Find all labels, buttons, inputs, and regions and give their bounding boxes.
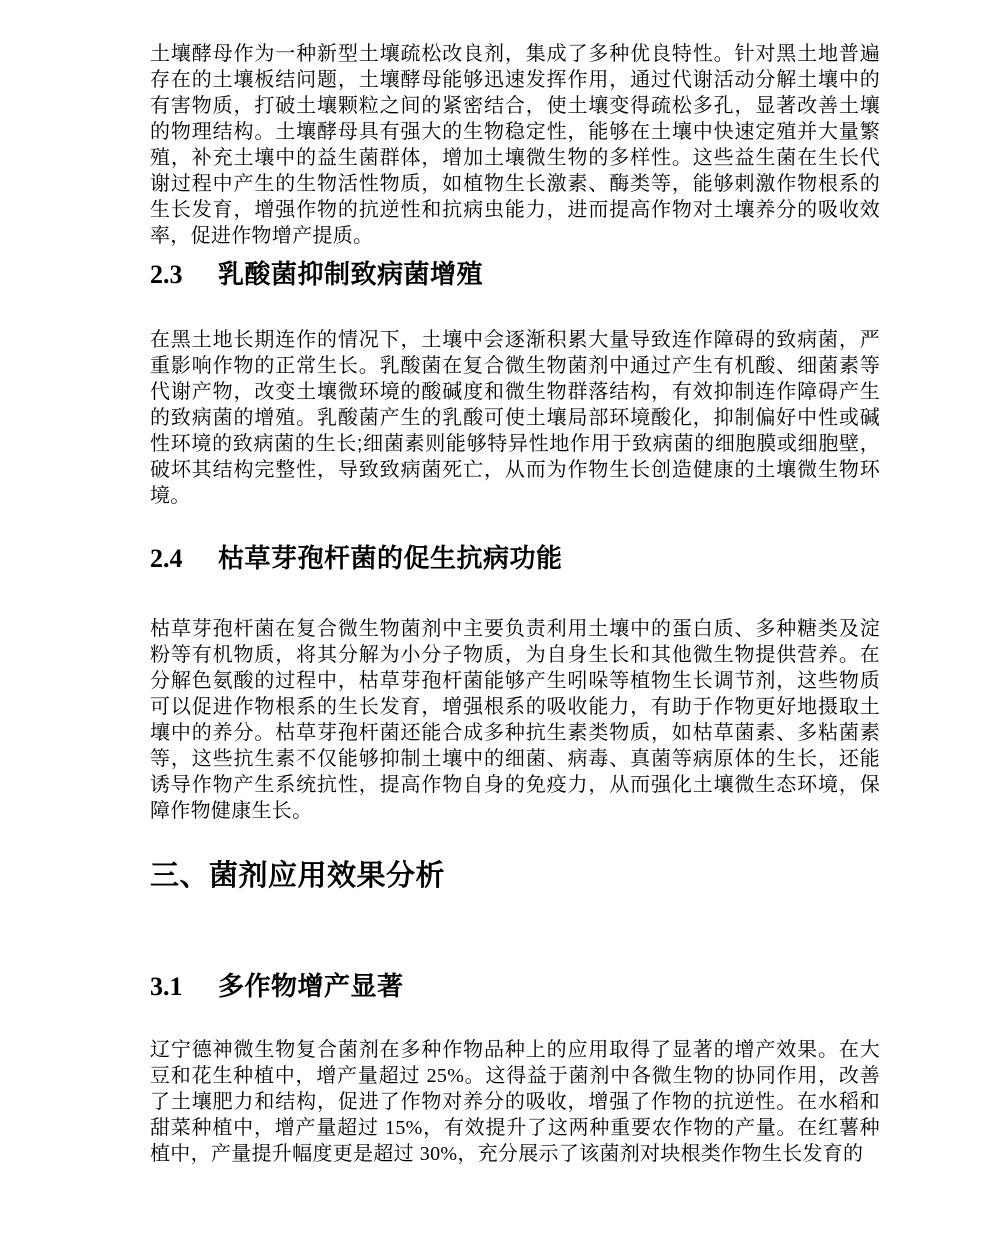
inline-percentage-value: 25% bbox=[426, 1065, 465, 1087]
chapter-3-heading: 三、菌剂应用效果分析 bbox=[150, 860, 446, 892]
section-3-1-heading bbox=[150, 969, 880, 1004]
section-2-3-heading bbox=[150, 257, 880, 292]
section-3-1-title: 多作物增产显著 bbox=[218, 971, 404, 1001]
section-2-4-number: 2.4 bbox=[150, 544, 183, 573]
paragraph-text-segment: ，充分展示了该菌剂对块根类作物生长发育的 bbox=[457, 1143, 864, 1165]
section-2-4-heading bbox=[150, 541, 880, 576]
section-2-4-paragraph: 枯草芽孢杆菌在复合微生物菌剂中主要负责利用土壤中的蛋白质、多种糖类及淀粉等有机物质，将其分解为小分子物质，为自身生长和其他微生物提供营养。在分解色氨酸的过程中，枯草芽孢杆菌能够产生吲哚等植物生长调节剂，这些物质可以促进作物根系的生长发育，增强根系的吸收能力，有助于作物更好地摄取土壤中的养分。枯草芽孢杆菌还能合成多种抗生素类物质，如枯草菌素、多粘菌素等，这些抗生素不仅能够抑制土壤中的细菌、病毒、真菌等病原体的生长，还能诱导作物产生系统抗性，提高作物自身的免疫力，从而强化土壤微生态环境，保障作物健康生长。 bbox=[150, 618, 880, 822]
inline-percentage-value: 30% bbox=[419, 1143, 458, 1165]
section-2-3-title: 乳酸菌抑制致病菌增殖 bbox=[218, 259, 484, 289]
section-2-3-paragraph: 在黑土地长期连作的情况下，土壤中会逐渐积累大量导致连作障碍的致病菌，严重影响作物的正常生长。乳酸菌在复合微生物菌剂中通过产生有机酸、细菌素等代谢产物，改变土壤微环境的酸碱度和微生物群落结构，有效抑制连作障碍产生的致病菌的增殖。乳酸菌产生的乳酸可使土壤局部环境酸化，抑制偏好中性或碱性环境的致病菌的生长;细菌素则能够特异性地作用于致病菌的细胞膜或细胞壁，破坏其结构完整性，导致致病菌死亡，从而为作物生长创造健康的土壤微生物环境。 bbox=[150, 329, 880, 507]
paragraph-text-segment: ，有效提升了这两种重要农作物的产量。在红薯种植中，产量提升幅度更是超过 bbox=[150, 1117, 880, 1165]
section-2-3-number: 2.3 bbox=[150, 260, 183, 289]
paragraph-text-segment: 。这得益于菌剂中各微生物的协同作用，改善了土壤肥力和结构，促进了作物对养分的吸收，增强了作物的抗逆性。在水稻和甜菜种植中，增产量超过 bbox=[150, 1065, 880, 1139]
paragraph-text-segment: 辽宁德神微生物复合菌剂在多种作物品种上的应用取得了显著的增产效果。在大豆和花生种植中，增产量超过 bbox=[150, 1039, 880, 1087]
inline-percentage-value: 15% bbox=[385, 1117, 423, 1139]
section-3-1-paragraph bbox=[150, 1037, 880, 1167]
section-3-1-number: 3.1 bbox=[150, 972, 183, 1001]
section-2-4-title: 枯草芽孢杆菌的促生抗病功能 bbox=[218, 543, 563, 573]
paragraph-soil-yeast: 土壤酵母作为一种新型土壤疏松改良剂，集成了多种优良特性。针对黑土地普遍存在的土壤板结问题，土壤酵母能够迅速发挥作用，通过代谢活动分解土壤中的有害物质，打破土壤颗粒之间的紧密结合，使土壤变得疏松多孔，显著改善土壤的物理结构。土壤酵母具有强大的生物稳定性，能够在土壤中快速定殖并大量繁殖，补充土壤中的益生菌群体，增加土壤微生物的多样性。这些益生菌在生长代谢过程中产生的生物活性物质，如植物生长激素、酶类等，能够刺激作物根系的生长发育，增强作物的抗逆性和抗病虫能力，进而提高作物对土壤养分的吸收效率，促进作物增产提质。 bbox=[150, 43, 880, 247]
